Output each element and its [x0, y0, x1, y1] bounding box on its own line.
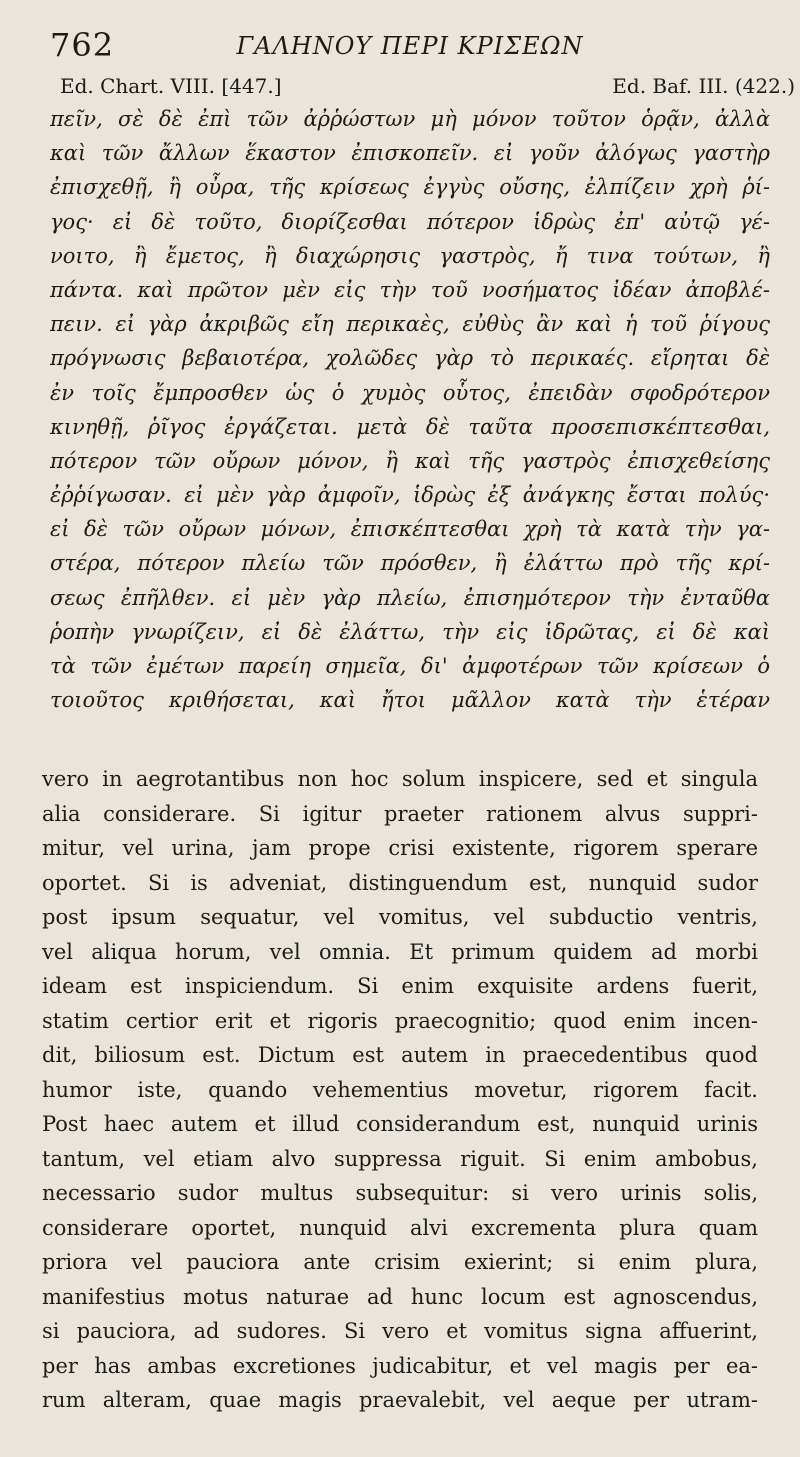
greek-text-line: πάντα. καὶ πρῶτον μὲν εἰς τὴν τοῦ νοσήματος ἰδέαν ἀποβλέ-: [50, 277, 770, 302]
latin-text-line: post ipsum sequatur, vel vomitus, vel subductio ventris,: [42, 905, 758, 929]
latin-text-line: manifestius motus naturae ad hunc locum est agnoscendus,: [42, 1284, 758, 1309]
greek-text-line: τὰ τῶν ἐμέτων παρείη σημεῖα, δι' ἀμφοτέρων τῶν κρίσεων ὁ: [50, 654, 770, 678]
latin-text-line: tantum, vel etiam alvo suppressa riguit. Si enim ambobus,: [42, 1146, 758, 1171]
latin-text-line: dit, biliosum est. Dictum est autem in praecedentibus quod: [42, 1043, 758, 1067]
greek-text-line: γος· εἰ δὲ τοῦτο, διορίζεσθαι πότερον ἱδρὼς ἐπ' αὐτῷ γέ-: [50, 209, 770, 234]
latin-text-line: necessario sudor multus subsequitur: si vero urinis solis,: [42, 1181, 758, 1205]
latin-text-line: alia considerare. Si igitur praeter rationem alvus suppri-: [42, 801, 758, 826]
greek-text-block: [50, 102, 770, 717]
greek-text-line: στέρα, πότερον πλείω τῶν πρόσθεν, ἢ ἐλάττω πρὸ τῆς κρί-: [50, 551, 770, 576]
latin-text-line: ideam est inspiciendum. Si enim exquisite ardens fuerit,: [42, 974, 758, 998]
latin-text-line: humor iste, quando vehementius movetur, rigorem facit.: [42, 1077, 758, 1102]
edition-chartier: Ed. Chart. VIII. [447.]: [60, 74, 282, 98]
latin-text-line: oportet. Si is adveniat, distinguendum est, nunquid sudor: [42, 870, 758, 895]
latin-text-line: Post haec autem et illud considerandum est, nunquid urinis: [42, 1112, 758, 1136]
greek-text-line: ἐπισχεθῇ, ἢ οὖρα, τῆς κρίσεως ἐγγὺς οὔσης, ἐλπίζειν χρὴ ῥί-: [50, 175, 770, 200]
greek-text-line: πειν. εἰ γὰρ ἀκριβῶς εἴη περικαὲς, εὐθὺς ἂν καὶ ἡ τοῦ ῥίγους: [50, 312, 770, 337]
latin-text-block: [42, 762, 758, 1418]
greek-text-line: τοιοῦτος κριθήσεται, καὶ ἤτοι μᾶλλον κατὰ τὴν ἑτέραν: [50, 688, 770, 713]
page-header: [50, 26, 770, 70]
latin-text-line: per has ambas excretiones judicabitur, et vel magis per ea-: [42, 1353, 758, 1378]
latin-text-line: considerare oportet, nunquid alvi excrementa plura quam: [42, 1215, 758, 1240]
greek-text-line: ῥοπὴν γνωρίζειν, εἰ δὲ ἐλάττω, τὴν εἰς ἱδρῶτας, εἰ δὲ καὶ: [50, 619, 770, 644]
latin-text-line: statim certior erit et rigoris praecognitio; quod enim incen-: [42, 1008, 758, 1033]
latin-text-line: si pauciora, ad sudores. Si vero et vomitus signa affuerint,: [42, 1319, 758, 1343]
greek-text-line: πεῖν, σὲ δὲ ἐπὶ τῶν ἀῤῥώστων μὴ μόνον τοῦτον ὁρᾷν, ἀλλὰ: [50, 107, 770, 131]
greek-text-line: κινηθῇ, ῥῖγος ἐργάζεται. μετὰ δὲ ταῦτα προσεπισκέπτεσθαι,: [50, 414, 770, 439]
edition-basel: Ed. Baf. III. (422.): [612, 74, 795, 98]
greek-text-line: σεως ἐπῆλθεν. εἰ μὲν γὰρ πλείω, ἐπισημότερον τὴν ἐνταῦθα: [50, 585, 770, 610]
greek-text-line: καὶ τῶν ἄλλων ἕκαστον ἐπισκοπεῖν. εἰ γοῦν ἀλόγως γαστὴρ: [50, 141, 770, 166]
latin-text-line: vel aliqua horum, vel omnia. Et primum quidem ad morbi: [42, 939, 758, 964]
page-number: 762: [50, 26, 115, 64]
latin-text-line: vero in aegrotantibus non hoc solum inspicere, sed et singula: [42, 767, 758, 791]
edition-references: [60, 74, 795, 102]
greek-text-line: πρόγνωσις βεβαιοτέρα, χολῶδες γὰρ τὸ περικαές. εἴρηται δὲ: [50, 346, 770, 371]
greek-text-line: ἐῤῥίγωσαν. εἰ μὲν γὰρ ἀμφοῖν, ἱδρὼς ἐξ ἀνάγκης ἔσται πολύς·: [50, 483, 770, 508]
greek-text-line: νοιτο, ἢ ἔμετος, ἢ διαχώρησις γαστρὸς, ἤ τινα τούτων, ἢ: [50, 243, 770, 268]
latin-text-line: priora vel pauciora ante crisim exierint; si enim plura,: [42, 1250, 758, 1274]
greek-text-line: εἰ δὲ τῶν οὔρων μόνων, ἐπισκέπτεσθαι χρὴ τὰ κατὰ τὴν γα-: [50, 517, 770, 542]
latin-text-line: rum alteram, quae magis praevalebit, vel aeque per utram-: [42, 1388, 758, 1412]
running-title: ΓΑΛΗΝΟΥ ΠΕΡΙ ΚΡΙΣΕΩΝ: [236, 32, 584, 60]
greek-text-line: ἐν τοῖς ἔμπροσθεν ὡς ὁ χυμὸς οὗτος, ἐπειδὰν σφοδρότερον: [50, 380, 770, 405]
latin-text-line: mitur, vel urina, jam prope crisi existente, rigorem sperare: [42, 836, 758, 860]
greek-text-line: πότερον τῶν οὔρων μόνον, ἢ καὶ τῆς γαστρὸς ἐπισχεθείσης: [50, 448, 770, 473]
